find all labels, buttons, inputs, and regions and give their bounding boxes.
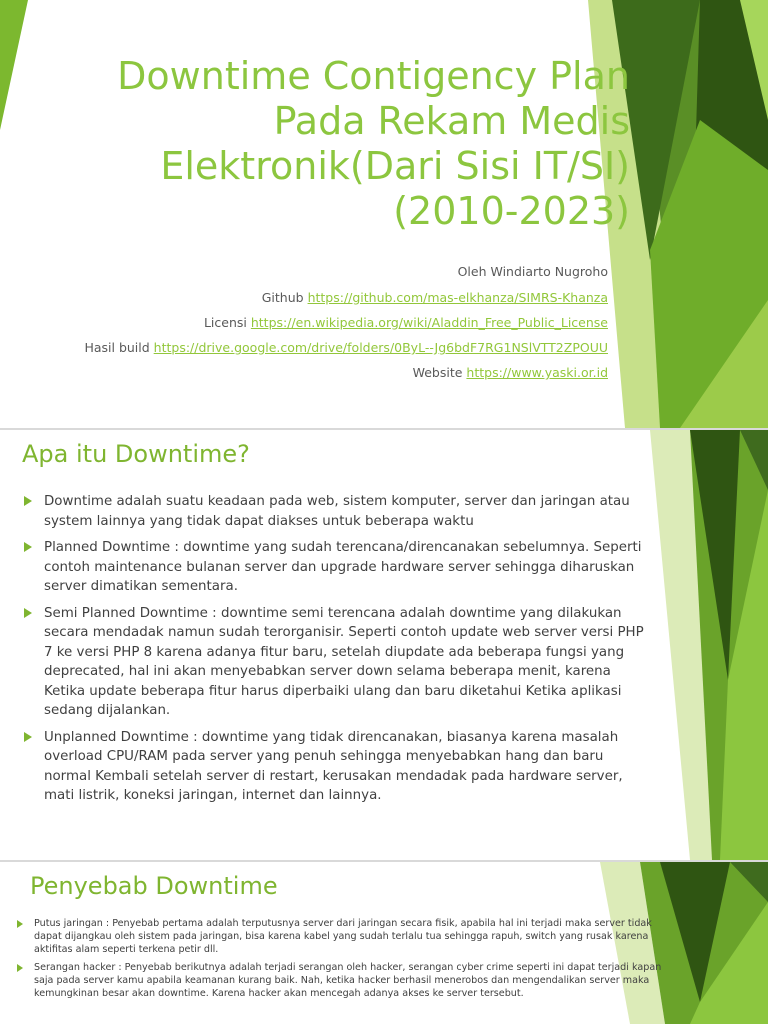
title-slide bbox=[0, 0, 768, 428]
website-line bbox=[413, 365, 608, 380]
license-label: Licensi bbox=[203, 315, 247, 330]
website-label: Website bbox=[412, 365, 463, 380]
github-line bbox=[262, 290, 608, 305]
author-text: Oleh Windiarto Nugroho bbox=[457, 264, 608, 279]
build-label: Hasil build bbox=[84, 340, 150, 355]
list-item: Semi Planned Downtime : downtime semi terencana adalah downtime yang dilakukan secara mendadak namun sudah terorganisir. Seperti contoh update web server versi PHP 7 ke versi PHP 8 karena adanya fitur baru, setelah diupdate ada beberapa fungsi yang deprecated, hal ini akan menyebabkan server down selama beberapa menit, karena Ketika update beberapa fitur harus diperbaiki ulang dan baru diketahui Ketika aplikasi sedang dijalankan. bbox=[44, 604, 644, 721]
causes-slide bbox=[0, 862, 768, 1024]
definition-slide bbox=[0, 430, 768, 860]
build-line bbox=[84, 340, 608, 355]
list-item: Putus jaringan : Penyebab pertama adalah terputusnya server dari jaringan secara fisik, apabila hal ini terjadi maka server tidak dapat dijangkau oleh sistem pada jaringan, bisa karena kabel yang sudah terlalu tua sehingga rapuh, switch yang rusak karena aktifitas alam seperti terkena petir dll. bbox=[34, 918, 674, 956]
list-item: Downtime adalah suatu keadaan pada web, sistem komputer, server dan jaringan atau system lainnya yang tidak dapat diakses untuk beberapa waktu bbox=[44, 492, 644, 531]
slide-title: Downtime Contigency Plan Pada Rekam Medis Elektronik(Dari Sisi IT/SI) (2010-2023) bbox=[117, 54, 630, 233]
website-link[interactable]: https://www.yaski.or.id bbox=[466, 365, 608, 380]
slide-heading: Penyebab Downtime bbox=[30, 872, 278, 900]
license-link[interactable]: https://en.wikipedia.org/wiki/Aladdin_Free_Public_License bbox=[250, 315, 608, 330]
list-item: Unplanned Downtime : downtime yang tidak direncanakan, biasanya karena masalah overload CPU/RAM pada server yang penuh sehingga menyebabkan hang dan baru normal Kembali setelah server di restart, kerusakan mendadak pada hardware server, mati listrik, koneksi jaringan, internet dan lainnya. bbox=[44, 728, 644, 806]
license-line bbox=[204, 315, 608, 330]
list-item: Serangan hacker : Penyebab berikutnya adalah terjadi serangan oleh hacker, serangan cyber crime seperti ini dapat terjadi kapan saja pada server kamu apabila keamanan kurang baik. Nah, ketika hacker berhasil menerobos dan mengendalikan server maka kemungkinan besar akan downtime. Karena hacker akan mencegah adanya akses ke server tersebut. bbox=[34, 962, 674, 1000]
slide-heading: Apa itu Downtime? bbox=[22, 440, 250, 468]
build-link[interactable]: https://drive.google.com/drive/folders/0ByL--Jg6bdF7RG1NSlVTT2ZPOUU bbox=[153, 340, 608, 355]
author-line bbox=[458, 264, 608, 279]
bullet-list bbox=[34, 918, 674, 1007]
github-label: Github bbox=[261, 290, 304, 305]
bullet-list bbox=[44, 492, 644, 813]
list-item: Planned Downtime : downtime yang sudah terencana/direncanakan sebelumnya. Seperti contoh maintenance bulanan server dan upgrade hardware server sehingga diharuskan server dimatikan sementara. bbox=[44, 538, 644, 597]
github-link[interactable]: https://github.com/mas-elkhanza/SIMRS-Khanza bbox=[307, 290, 608, 305]
